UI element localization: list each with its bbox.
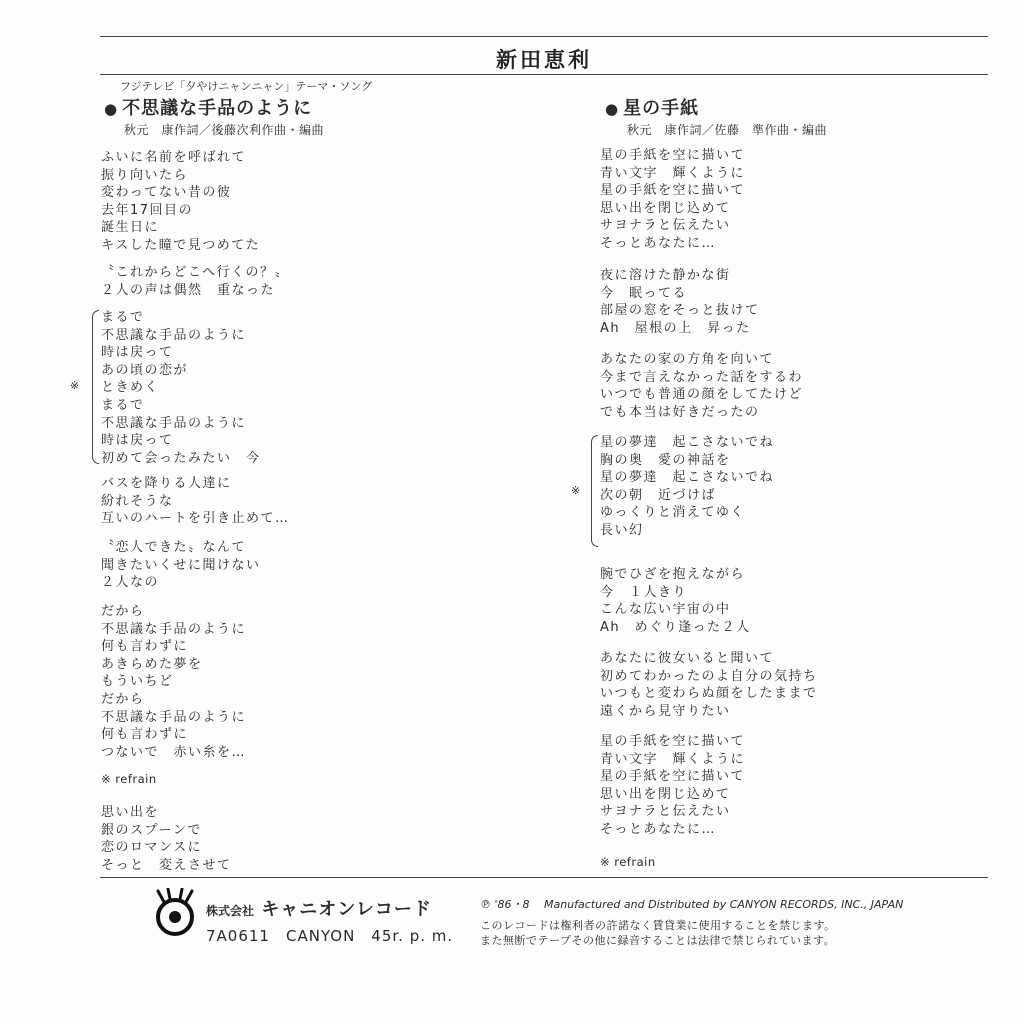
lyric-line: 不思議な手品のように	[101, 621, 247, 637]
lyric-line: 次の朝 近づけば	[600, 487, 717, 503]
tieup-text: フジテレビ「夕やけニャンニャン」テーマ・ソング	[120, 80, 373, 93]
song1-stanza-5	[101, 539, 261, 592]
song1-credits: 秋元 康作詞／後藤次利作曲・編曲	[124, 123, 325, 137]
lyric-line: あの頃の恋が	[101, 362, 189, 378]
lyric-line: サヨナラと伝えたい	[600, 218, 731, 234]
song2-credits: 秋元 康作詞／佐藤 準作曲・編曲	[627, 123, 828, 137]
lyric-line: 何も言わずに	[101, 727, 189, 743]
song1-title	[104, 94, 312, 120]
song2-stanza-2	[600, 267, 760, 337]
song2-title	[605, 94, 699, 120]
lyric-line: ２人の声は偶然 重なった	[101, 282, 276, 298]
lyric-line: 今 １人きり	[600, 584, 688, 600]
lyric-line: だから	[101, 691, 145, 707]
catalog-number: 7A0611 CANYON 45r. p. m.	[206, 927, 454, 945]
lyric-line: Ah 屋根の上 昇った	[600, 320, 751, 336]
bullet-icon: ●	[104, 100, 119, 118]
lyric-line: 青い文字 輝くように	[600, 751, 746, 767]
lyric-line: キスした瞳で見つめてた	[101, 237, 261, 253]
chorus-mark: ※	[571, 484, 581, 497]
lyric-line: ふいに名前を呼ばれて	[101, 150, 247, 165]
song1-stanza-7	[101, 804, 232, 874]
song1-stanza-2	[101, 264, 289, 299]
song2-stanza-1	[600, 147, 745, 253]
lyric-line: 互いのハートを引き止めて…	[101, 511, 290, 527]
artist-name: 新田恵利	[496, 48, 592, 72]
lyric-line: 今 眠ってる	[600, 285, 688, 301]
lyric-line: 遠くから見守りたい	[600, 703, 731, 719]
lyric-line: 〝これからどこへ行くの？〟	[101, 265, 289, 280]
lyric-line: 初めて会ったみたい 今	[101, 450, 261, 466]
lyric-line: 初めてわかったのよ自分の気持ち	[600, 668, 818, 684]
lyric-line: サヨナラと伝えたい	[600, 804, 731, 820]
bullet-icon: ●	[605, 100, 620, 118]
footer-rule	[100, 877, 988, 878]
lyric-line: つないで 赤い糸を…	[101, 744, 247, 760]
header-rule	[100, 74, 988, 75]
notice-line-2: また無断でテープその他に録音することは法律で禁じられています。	[480, 934, 836, 947]
song2-title-text: 星の手紙	[623, 98, 700, 119]
lyric-line: 紛れそうな	[101, 493, 174, 509]
lyric-line: でも本当は好きだったの	[600, 404, 760, 420]
lyric-line: 星の手紙を空に描いて	[600, 148, 746, 163]
lyric-line: ゆっくりと消えてゆく	[600, 505, 745, 521]
song2-stanza-3	[600, 351, 803, 421]
song2-stanza-6	[600, 650, 818, 720]
lyric-line: 誕生日に	[101, 220, 160, 236]
canyon-logo-icon	[150, 888, 200, 938]
lyric-line: 夜に溶けた静かな街	[600, 268, 731, 283]
lyric-line: 部屋の窓をそっと抜けて	[600, 303, 760, 319]
lyric-line: そっと 変えさせて	[101, 857, 232, 873]
lyric-line: 不思議な手品のように	[101, 327, 247, 343]
lyric-line: 星の手紙を空に描いて	[600, 183, 746, 199]
lyric-line: 不思議な手品のように	[101, 709, 247, 725]
lyric-line: 聞きたいくせに聞けない	[101, 557, 261, 573]
lyric-line: 胸の奥 愛の神話を	[600, 452, 731, 468]
lyric-line: 不思議な手品のように	[101, 415, 247, 431]
lyric-line: だから	[101, 604, 145, 619]
lyric-line: 星の夢達 起こさないでね	[600, 470, 775, 486]
company-prefix: 株式会社	[206, 904, 255, 918]
lyric-line: まるで	[101, 310, 145, 325]
company-label: キャニオンレコード	[261, 899, 432, 920]
lyric-line: ２人なの	[101, 575, 160, 591]
lyric-line: そっとあなたに…	[600, 235, 717, 251]
song2-stanza-5	[600, 566, 751, 636]
song2-stanza-7	[600, 733, 745, 839]
lyric-line: 青い文字 輝くように	[600, 165, 746, 181]
chorus-bracket	[591, 435, 598, 547]
lyric-line: 振り向いたら	[101, 167, 189, 183]
lyric-line: まるで	[101, 397, 145, 413]
song1-refrain: ※ refrain	[101, 772, 157, 786]
chorus-mark: ※	[70, 379, 80, 392]
lyric-line: 〝恋人できた〟なんて	[101, 540, 247, 555]
song1-stanza-4	[101, 475, 290, 528]
lyric-line: もういちど	[101, 674, 174, 690]
chorus-bracket	[92, 310, 99, 464]
lyric-line: 恋のロマンスに	[101, 840, 203, 856]
top-rule	[100, 36, 988, 37]
lyric-line: 思い出を閉じ込めて	[600, 200, 731, 216]
lyric-line: 思い出を閉じ込めて	[600, 786, 731, 802]
lyric-line: いつもと変わらぬ顔をしたままで	[600, 686, 818, 702]
lyric-line: 銀のスプーンで	[101, 822, 202, 838]
company-name	[206, 895, 432, 921]
lyric-line: あきらめた夢を	[101, 656, 203, 672]
song1-title-text: 不思議な手品のように	[122, 98, 313, 119]
lyric-line: 何も言わずに	[101, 639, 189, 655]
song2-refrain: ※ refrain	[600, 855, 656, 869]
lyric-line: 今まで言えなかった話をするわ	[600, 369, 804, 385]
lyric-line: あなたに彼女いると聞いて	[600, 651, 775, 666]
lyric-line: こんな広い宇宙の中	[600, 602, 731, 618]
song2-chorus	[600, 434, 774, 540]
lyric-line: ときめく	[101, 380, 160, 396]
song1-stanza-6	[101, 603, 246, 761]
lyric-line: 長い幻	[600, 522, 644, 538]
lyric-line: 去年17回目の	[101, 202, 194, 218]
lyric-line: 星の夢達 起こさないでね	[600, 435, 775, 450]
manufacturer-line: ℗ '86・8 Manufactured and Distributed by CANYON RECORDS, INC., JAPAN	[480, 898, 904, 911]
notice-line-1: このレコードは権利者の許諾なく賃貸業に使用することを禁じます。	[480, 919, 836, 932]
lyric-line: 時は戻って	[101, 433, 174, 449]
lyric-line: 星の手紙を空に描いて	[600, 734, 746, 749]
lyric-line: あなたの家の方角を向いて	[600, 352, 775, 367]
lyric-line: Ah めぐり逢った２人	[600, 619, 751, 635]
lyric-line: 腕でひざを抱えながら	[600, 567, 746, 582]
lyric-line: 時は戻って	[101, 345, 174, 361]
lyric-line: 変わってない昔の彼	[101, 185, 232, 201]
song1-stanza-1	[101, 149, 260, 255]
lyric-line: そっとあなたに…	[600, 821, 717, 837]
lyric-line: いつでも普通の顔をしてたけど	[600, 387, 804, 403]
song1-chorus	[101, 309, 261, 467]
lyric-line: バスを降りる人達に	[101, 476, 232, 491]
lyric-line: 星の手紙を空に描いて	[600, 769, 746, 785]
lyric-line: 思い出を	[101, 805, 160, 820]
